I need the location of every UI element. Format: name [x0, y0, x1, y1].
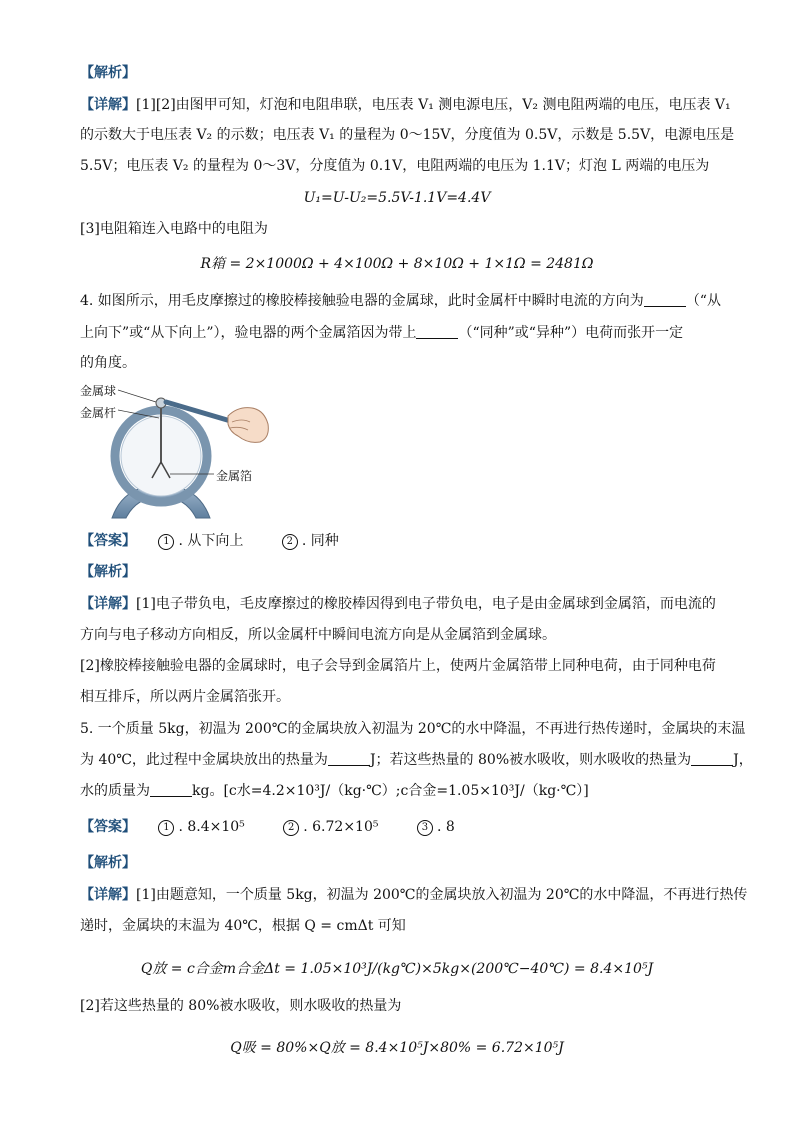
detail-line-3: 5.5V；电压表 V₂ 的量程为 0～3V，分度值为 0.1V，电阻两端的电压为 1.1V；灯泡 L 两端的电压为	[80, 158, 710, 174]
answer-2: 同种	[310, 533, 339, 549]
detail-line-1	[80, 94, 731, 116]
q4-stem-text: （“从	[685, 293, 721, 309]
answer-2: 6.72×10⁵	[312, 819, 379, 835]
option-number: 1	[158, 820, 174, 836]
answer-blank[interactable]	[691, 751, 733, 766]
q4-answer-line: 【答案】 1 . 从下向上 2 . 同种	[80, 533, 339, 549]
detail-line-4: [3]电阻箱连入电路中的电阻为	[80, 221, 268, 237]
answer-1: 从下向上	[187, 533, 244, 549]
q5-stem-line-3	[80, 780, 589, 802]
analysis-tag: 【解析】	[80, 65, 136, 81]
q4-detail-line-4: 相互排斥，所以两片金属箔张开。	[80, 689, 290, 705]
answer-tag: 【答案】	[80, 533, 136, 549]
equation-q-absorb: Q吸 = 80%×Q放 = 8.4×10⁵J×80% = 6.72×10⁵J	[230, 1040, 564, 1056]
analysis-tag: 【解析】	[80, 855, 136, 871]
equation-u1: U₁=U-U₂=5.5V-1.1V=4.4V	[303, 190, 491, 206]
q5-detail-line-2: 递时，金属块的末温为 40℃，根据 Q = cmΔt 可知	[80, 918, 406, 934]
detail-text: [1]由题意知，一个质量 5kg，初温为 200℃的金属块放入初温为 20℃的水中降温，不再进行热传	[136, 887, 748, 903]
label-metal-ball: 金属球	[80, 384, 117, 398]
answer-blank[interactable]	[644, 292, 686, 307]
option-number: 2	[283, 820, 299, 836]
q5-stem-text: J，	[733, 752, 753, 768]
label-metal-foil: 金属箔	[216, 469, 253, 483]
detail-line-2: 的示数大于电压表 V₂ 的示数；电压表 V₁ 的量程为 0～15V，分度值为 0.5V，示数是 5.5V，电源电压是	[80, 127, 735, 143]
option-number: 3	[417, 820, 433, 836]
answer-1: 8.4×10⁵	[187, 819, 245, 835]
answer-blank[interactable]	[150, 782, 192, 797]
detail-tag: 【详解】	[80, 887, 136, 903]
answer-blank[interactable]	[328, 751, 370, 766]
detail-text: [1][2]由图甲可知，灯泡和电阻串联，电压表 V₁ 测电源电压，V₂ 测电阻两端的电压，电压表 V₁	[136, 97, 731, 113]
q4-stem-text: （“同种”或“异种”）电荷而张开一定	[458, 325, 684, 341]
q5-stem-text: kg。[c水=4.2×10³J/（kg·℃）;c合金=1.05×10³J/（kg·℃）]	[192, 783, 589, 799]
option-number: 1	[158, 534, 174, 550]
q5-answer-line: 【答案】 1 . 8.4×10⁵ 2 . 6.72×10⁵ 3 . 8	[80, 819, 455, 835]
electroscope-illustration	[72, 378, 292, 528]
q4-stem-line-1	[80, 290, 721, 312]
q5-stem-text: J；若这些热量的 80%被水吸收，则水吸收的热量为	[369, 752, 692, 768]
q4-stem-line-2	[80, 322, 683, 344]
q5-detail-line-3: [2]若这些热量的 80%被水吸收，则水吸收的热量为	[80, 998, 402, 1014]
detail-tag: 【详解】	[80, 97, 136, 113]
detail-tag: 【详解】	[80, 596, 136, 612]
answer-3: 8	[445, 819, 455, 835]
option-number: 2	[282, 534, 298, 550]
q5-stem-text: 为 40℃，此过程中金属块放出的热量为	[80, 752, 328, 768]
q4-detail-line-2: 方向与电子移动方向相反，所以金属杆中瞬间电流方向是从金属箔到金属球。	[80, 627, 556, 643]
q4-detail-line-3: [2]橡胶棒接触验电器的金属球时，电子会导到金属箔片上，使两片金属箔带上同种电荷，由于同种电荷	[80, 658, 716, 674]
q5-detail-line-1	[80, 884, 747, 906]
q4-detail-line-1	[80, 593, 716, 615]
equation-q-release: Q放 = c合金m合金Δt = 1.05×10³J/(kg℃)×5kg×(200℃−40℃) = 8.4×10⁵J	[140, 961, 654, 977]
q5-stem-line-1: 5. 一个质量 5kg，初温为 200℃的金属块放入初温为 20℃的水中降温，不再进行热传递时，金属块的末温	[80, 721, 746, 737]
detail-text: [1]电子带负电，毛皮摩擦过的橡胶棒因得到电子带负电，电子是由金属球到金属箔，而电流的	[136, 596, 716, 612]
label-metal-rod: 金属杆	[80, 406, 117, 420]
analysis-tag: 【解析】	[80, 564, 136, 580]
q4-stem-text: 上向下”或“从下向上”），验电器的两个金属箔因为带上	[80, 325, 417, 341]
electroscope-figure	[72, 378, 292, 528]
q4-stem-text: 4. 如图所示，用毛皮摩擦过的橡胶棒接触验电器的金属球，此时金属杆中瞬时电流的方向为	[80, 293, 644, 309]
q5-stem-text: 水的质量为	[80, 783, 150, 799]
q5-stem-line-2	[80, 749, 753, 771]
q4-stem-line-3: 的角度。	[80, 355, 136, 371]
answer-blank[interactable]	[416, 324, 458, 339]
answer-tag: 【答案】	[80, 819, 136, 835]
equation-resistance: R箱 = 2×1000Ω + 4×100Ω + 8×10Ω + 1×1Ω = 2481Ω	[200, 256, 594, 272]
